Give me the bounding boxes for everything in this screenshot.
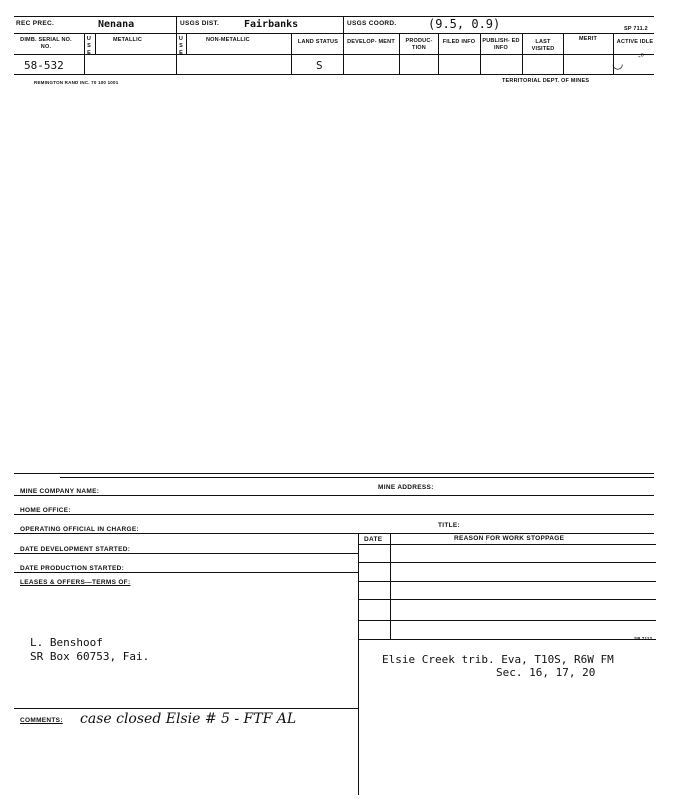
col-dimb-serial: DIMB. SERIAL NO. NO. xyxy=(20,37,72,50)
operating-official-label: OPERATING OFFICIAL IN CHARGE: xyxy=(20,526,139,533)
table-line xyxy=(358,562,656,563)
col-non-metallic: NON-METALLIC xyxy=(206,37,250,43)
comments-label: COMMENTS: xyxy=(20,717,63,724)
department-name: TERRITORIAL DEPT. OF MINES xyxy=(502,78,590,84)
form-number: SP 711.2 xyxy=(624,26,648,32)
col-merit: MERIT xyxy=(578,36,598,42)
location-line-2: Sec. 16, 17, 20 xyxy=(496,666,596,679)
reason-column-header: REASON FOR WORK STOPPAGE xyxy=(454,535,565,542)
date-column-header: DATE xyxy=(364,536,383,543)
table-line xyxy=(358,581,656,582)
mine-company-label: MINE COMPANY NAME: xyxy=(20,488,100,495)
top-border xyxy=(14,16,654,17)
col-use-2: U S E xyxy=(178,36,184,56)
lower-top-line-2 xyxy=(60,477,654,478)
divider xyxy=(186,33,187,54)
rec-prec-value: Nenana xyxy=(98,19,135,30)
table-line xyxy=(358,599,656,600)
location-line-1: Elsie Creek trib. Eva, T10S, R6W FM xyxy=(382,653,614,666)
divider xyxy=(343,16,344,74)
table-line xyxy=(358,639,656,640)
date-production-label: DATE PRODUCTION STARTED: xyxy=(20,565,125,572)
active-mark: ◡ xyxy=(612,56,624,71)
row-bottom-line xyxy=(14,74,654,75)
section-divider xyxy=(358,533,359,795)
col-last-visited: LAST VISITED xyxy=(531,39,555,52)
form-line xyxy=(14,495,654,496)
table-line xyxy=(358,544,656,545)
col-active-idle: ACTIVE IDLE xyxy=(616,39,654,45)
col-published-info: PUBLISH- ED INFO xyxy=(482,38,520,51)
leases-label: LEASES & OFFERS—TERMS OF: xyxy=(20,579,131,586)
divider xyxy=(95,33,96,54)
form-line xyxy=(14,553,358,554)
title-label: TITLE: xyxy=(438,522,461,529)
usgs-dist-value: Fairbanks xyxy=(244,19,299,30)
comments-line xyxy=(14,708,358,709)
form-number-2: SP 7112 xyxy=(634,636,653,641)
divider xyxy=(176,16,177,74)
col-metallic: METALLIC xyxy=(113,37,142,43)
col-land-status: LAND STATUS xyxy=(297,39,339,45)
usgs-coord-value: (9.5, 0.9) xyxy=(428,17,501,31)
usgs-dist-label: USGS DIST. xyxy=(180,20,220,27)
usgs-coord-label: USGS COORD. xyxy=(347,20,397,27)
form-line xyxy=(14,533,654,534)
serial-number: 58-532 xyxy=(24,59,64,72)
active-mark-2: -⁰ xyxy=(638,52,644,61)
rec-prec-label: REC PREC. xyxy=(16,20,55,27)
home-office-label: HOME OFFICE: xyxy=(20,507,71,514)
land-status-value: S xyxy=(316,59,323,72)
owner-name: L. Benshoof xyxy=(30,636,103,649)
mine-address-label: MINE ADDRESS: xyxy=(378,484,434,491)
header-line xyxy=(14,33,654,34)
col-development: DEVELOP- MENT xyxy=(347,39,395,45)
col-production: PRODUC- TION xyxy=(405,38,433,51)
printer-info: REMINGTON RAND INC. 70 100 1001 xyxy=(34,80,119,85)
comments-text: case closed Elsie # 5 - FTF AL xyxy=(80,711,297,727)
form-line xyxy=(14,514,654,515)
header-line xyxy=(14,54,654,55)
form-line xyxy=(14,572,358,573)
col-use-1: U S E xyxy=(86,36,92,56)
table-line xyxy=(358,620,656,621)
date-development-label: DATE DEVELOPMENT STARTED: xyxy=(20,546,131,553)
date-column-divider xyxy=(390,533,391,639)
owner-address: SR Box 60753, Fai. xyxy=(30,650,150,663)
col-filed-info: FILED INFO xyxy=(442,39,476,45)
lower-top-line xyxy=(14,473,654,474)
